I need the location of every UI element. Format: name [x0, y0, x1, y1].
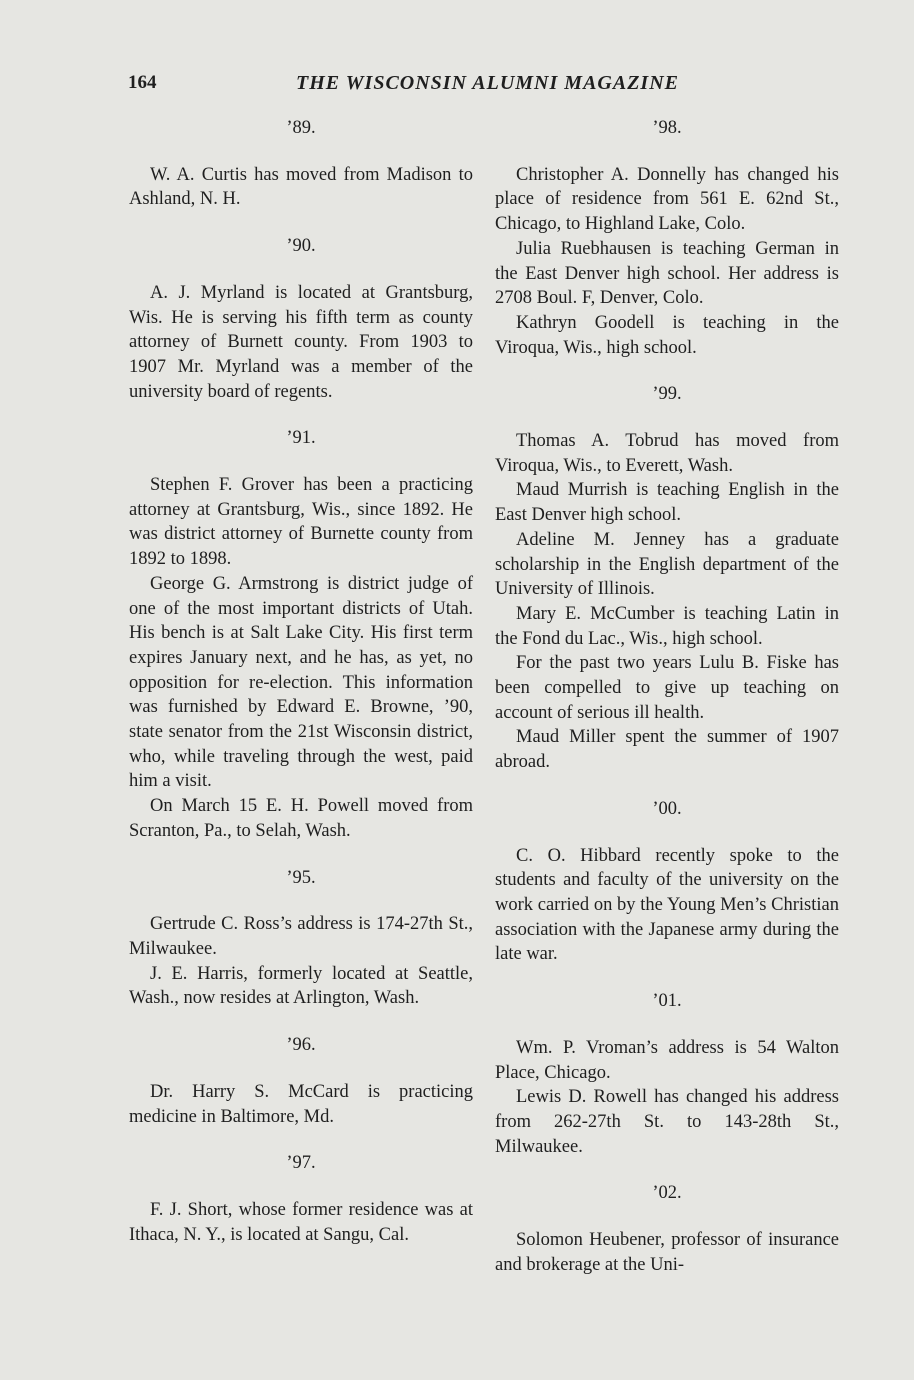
news-item: J. E. Harris, formerly located at Seattle, Wash., now resides at Arlington, Wash. [129, 963, 473, 1009]
news-item: Christopher A. Donnelly has changed his place of residence from 561 E. 62nd St., Chicago, to Highland Lake, Colo. [495, 164, 839, 235]
right-column [495, 116, 839, 1299]
class-year-heading: ’98. [652, 118, 682, 138]
class-year-heading: ’02. [652, 1183, 682, 1204]
class-year-section [495, 1181, 839, 1277]
news-item: Dr. Harry S. McCard is practicing medicine in Baltimore, Md. [129, 1081, 473, 1127]
news-item: A. J. Myrland is located at Grantsburg, Wis. He is serving his fifth term as county attorney of Burnett county. From 1903 to 1907 Mr. Myrland was a member of the university board of regents. [129, 282, 473, 402]
class-year-section [129, 116, 473, 212]
news-item: Maud Miller spent the summer of 1907 abroad. [495, 727, 839, 773]
news-item: Lewis D. Rowell has changed his address from 262-27th St. to 143-28th St., Milwaukee. [495, 1087, 839, 1157]
class-year-heading: ’91. [286, 428, 316, 449]
news-item: Gertrude C. Ross’s address is 174-27th St., Milwaukee. [129, 914, 473, 959]
class-year-heading: ’95. [286, 867, 316, 888]
class-year-section [129, 426, 473, 843]
news-item: Wm. P. Vroman’s address is 54 Walton Place, Chicago. [495, 1037, 839, 1083]
class-year-heading: ’00. [652, 798, 682, 819]
class-year-section [495, 382, 839, 775]
running-title: THE WISCONSIN ALUMNI MAGAZINE [296, 72, 679, 94]
class-year-heading: ’90. [286, 236, 316, 257]
news-item: Maud Murrish is teaching English in the East Denver high school. [495, 480, 839, 526]
news-item: C. O. Hibbard recently spoke to the students and faculty of the university on the work carried on by the Young Men’s Christian association with the Japanese army during the late war. [495, 845, 839, 965]
class-year-section [495, 116, 839, 360]
news-item: Thomas A. Tobrud has moved from Viroqua, Wis., to Everett, Wash. [495, 431, 839, 476]
page-number: 164 [128, 72, 157, 93]
class-year-section [129, 1033, 473, 1129]
class-year-section [129, 866, 473, 1012]
class-year-heading: ’99. [652, 384, 682, 405]
news-item: Solomon Heubener, professor of insurance and brokerage at the Uni- [495, 1230, 839, 1275]
class-year-section [129, 234, 473, 404]
news-item: Adeline M. Jenney has a graduate scholarship in the English department of the University of Illinois. [495, 529, 839, 600]
news-item: F. J. Short, whose former residence was at Ithaca, N. Y., is located at Sangu, Cal. [129, 1199, 473, 1245]
news-item: George G. Armstrong is district judge of one of the most important districts of Utah. His bench is at Salt Lake City. His first term expires January next, and he has, as yet, no opposition for re-election. This information was furnished by Edward E. Browne, ’90, state senator from the 21st Wisconsin district, who, while traveling through the west, paid him a visit. [129, 573, 473, 792]
class-year-heading: ’01. [652, 991, 682, 1012]
news-item: Kathryn Goodell is teaching in the Viroqua, Wis., high school. [495, 312, 839, 358]
class-year-section [495, 989, 839, 1159]
class-year-heading: ’89. [286, 118, 316, 138]
class-year-section [495, 797, 839, 967]
news-item: Stephen F. Grover has been a practicing attorney at Grantsburg, Wis., since 1892. He was district attorney of Burnette county from 1892 to 1898. [129, 475, 473, 570]
page-header [128, 72, 708, 102]
class-year-heading: ’96. [286, 1035, 316, 1056]
class-year-heading: ’97. [286, 1153, 316, 1174]
news-item: On March 15 E. H. Powell moved from Scranton, Pa., to Selah, Wash. [129, 796, 473, 841]
news-item: W. A. Curtis has moved from Madison to Ashland, N. H. [129, 164, 473, 210]
news-item: For the past two years Lulu B. Fiske has been compelled to give up teaching on account of serious ill health. [495, 653, 839, 723]
news-item: Mary E. McCumber is teaching Latin in the Fond du Lac., Wis., high school. [495, 603, 839, 649]
left-column [129, 116, 473, 1269]
news-item: Julia Ruebhausen is teaching German in the East Denver high school. Her address is 2708 Boul. F, Denver, Colo. [495, 238, 839, 309]
class-year-section [129, 1151, 473, 1247]
